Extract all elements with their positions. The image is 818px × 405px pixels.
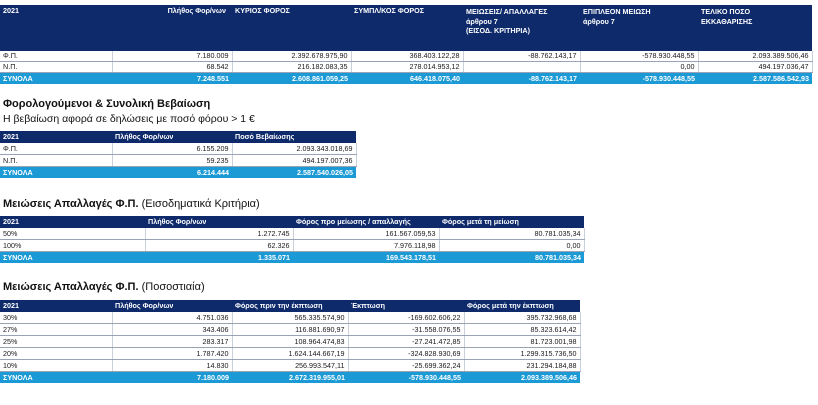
table-cell: 1.624.144.667,19: [232, 348, 348, 360]
total-cell: ΣΥΝΟΛΑ: [0, 372, 112, 384]
header-line: άρθρου 7: [466, 16, 498, 26]
table-cell: 278.014.953,12: [351, 62, 463, 73]
table-cell: 7.976.118,98: [293, 240, 439, 252]
header-line: άρθρου 7: [583, 16, 615, 26]
table-cell: 1.787.420: [112, 348, 232, 360]
income-criteria-reductions-table: [0, 216, 585, 263]
total-cell: 1.335.071: [145, 252, 293, 264]
table-cell: 2.093.343.018,69: [232, 143, 356, 155]
total-cell: ΣΥΝΟΛΑ: [0, 252, 145, 264]
total-row: [0, 167, 356, 179]
table-cell: 1.299.315.736,50: [464, 348, 580, 360]
table-cell: 20%: [0, 348, 112, 360]
column-header: Πλήθος Φορ/νων: [112, 131, 232, 143]
header-line: ΜΕΙΩΣΕΙΣ/ ΑΠΑΛΛΑΓΕΣ: [466, 7, 548, 16]
tax-summary-table: [0, 5, 813, 84]
table-row: [0, 155, 356, 167]
header-line: ΚΥΡΙΟΣ ΦΟΡΟΣ: [235, 6, 290, 15]
table-cell: 27%: [0, 324, 112, 336]
table-cell: 7.180.009: [112, 51, 232, 62]
total-cell: 2.608.861.059,25: [232, 73, 351, 85]
section-title: [3, 281, 205, 293]
column-header: [463, 5, 580, 51]
section-title-bold: Μειώσεις Απαλλαγές Φ.Π.: [3, 281, 139, 293]
total-cell: ΣΥΝΟΛΑ: [0, 167, 112, 179]
table-cell: 161.567.059,53: [293, 228, 439, 240]
column-header: Έκπτωση: [348, 300, 464, 312]
total-cell: 646.418.075,40: [351, 73, 463, 85]
table-cell: -88.762.143,17: [463, 51, 580, 62]
table-cell: 231.294.184,88: [464, 360, 580, 372]
table-cell: 6.155.209: [112, 143, 232, 155]
table-cell: 565.335.574,90: [232, 312, 348, 324]
table-cell: -27.241.472,85: [348, 336, 464, 348]
total-cell: -578.930.448,55: [580, 73, 698, 85]
total-cell: ΣΥΝΟΛΑ: [0, 73, 112, 85]
table-cell: 116.881.690,97: [232, 324, 348, 336]
table-cell: 494.197.007,36: [232, 155, 356, 167]
header-line: ΕΚΚΑΘΑΡΙΣΗΣ: [701, 16, 753, 26]
column-header: Φόρος πριν την έκπτωση: [232, 300, 348, 312]
header-line: (ΕΙΣΟΔ. ΚΡΙΤΗΡΙΑ): [466, 26, 530, 36]
table-cell: 25%: [0, 336, 112, 348]
total-cell: 7.180.009: [112, 372, 232, 384]
table-cell: 2.093.389.506,46: [698, 51, 812, 62]
table-row: [0, 336, 580, 348]
section-title: [3, 198, 260, 210]
table-header-row: [0, 131, 356, 143]
total-cell: -578.930.448,55: [348, 372, 464, 384]
table-cell: 85.323.614,42: [464, 324, 580, 336]
table-row: [0, 62, 812, 73]
table-cell: 4.751.036: [112, 312, 232, 324]
table-cell: 108.964.474,83: [232, 336, 348, 348]
table-cell: 100%: [0, 240, 145, 252]
table-row: [0, 51, 812, 62]
table-cell: -31.558.076,55: [348, 324, 464, 336]
table-cell: 80.781.035,34: [439, 228, 584, 240]
table-cell: 59.235: [112, 155, 232, 167]
column-header: Φόρος προ μείωσης / απαλλαγής: [293, 216, 439, 228]
section-title: Φορολογούμενοι & Συνολική Βεβαίωση: [3, 98, 211, 110]
column-header: 2021: [0, 131, 112, 143]
table-cell: [463, 62, 580, 73]
table-cell: 68.542: [112, 62, 232, 73]
table-row: [0, 228, 584, 240]
table-cell: 2.392.678.975,90: [232, 51, 351, 62]
column-header: Ποσό Βεβαίωσης: [232, 131, 356, 143]
table-row: [0, 348, 580, 360]
table-row: [0, 312, 580, 324]
total-row: [0, 252, 584, 264]
table-row: [0, 143, 356, 155]
total-cell: 2.672.319.955,01: [232, 372, 348, 384]
table-header-row: [0, 300, 580, 312]
total-cell: 6.214.444: [112, 167, 232, 179]
table-cell: 0,00: [439, 240, 584, 252]
table-cell: -578.930.448,55: [580, 51, 698, 62]
total-row: [0, 73, 812, 85]
section-subtitle: Η βεβαίωση αφορά σε δηλώσεις με ποσό φόρου > 1 €: [3, 113, 255, 125]
section-title-bold: Μειώσεις Απαλλαγές Φ.Π.: [3, 198, 139, 210]
table-cell: 283.317: [112, 336, 232, 348]
total-cell: 2.587.586.542,93: [698, 73, 812, 85]
table-cell: Φ.Π.: [0, 51, 112, 62]
total-cell: -88.762.143,17: [463, 73, 580, 85]
table-cell: 81.723.001,98: [464, 336, 580, 348]
column-header: [0, 5, 112, 51]
table-cell: Ν.Π.: [0, 62, 112, 73]
section-title-qualifier: (Εισοδηματικά Κριτήρια): [141, 198, 260, 210]
tax-assessment-table: [0, 131, 357, 178]
table-row: [0, 324, 580, 336]
table-header-row: [0, 5, 812, 51]
column-header: Φόρος μετά τη μείωση: [439, 216, 584, 228]
table-cell: -169.602.606,22: [348, 312, 464, 324]
table-row: [0, 240, 584, 252]
table-cell: Φ.Π.: [0, 143, 112, 155]
table-cell: 395.732.968,68: [464, 312, 580, 324]
total-cell: 169.543.178,51: [293, 252, 439, 264]
column-header: [698, 5, 812, 51]
table-header-row: [0, 216, 584, 228]
column-header: [112, 5, 232, 51]
table-cell: 30%: [0, 312, 112, 324]
table-row: [0, 360, 580, 372]
column-header: [232, 5, 351, 51]
header-line: ΣΥΜΠΛ/ΚΟΣ ΦΟΡΟΣ: [354, 6, 425, 15]
table-cell: 50%: [0, 228, 145, 240]
table-cell: 368.403.122,28: [351, 51, 463, 62]
table-cell: 216.182.083,35: [232, 62, 351, 73]
total-row: [0, 372, 580, 384]
column-header: Φόρος μετά την έκπτωση: [464, 300, 580, 312]
table-cell: 1.272.745: [145, 228, 293, 240]
total-cell: 7.248.551: [112, 73, 232, 85]
total-cell: 80.781.035,34: [439, 252, 584, 264]
header-line: ΕΠΙΠΛΕΟΝ ΜΕΙΩΣΗ: [583, 7, 651, 16]
header-line: 2021: [3, 6, 19, 15]
percentage-reductions-table: [0, 300, 581, 383]
table-cell: -25.699.362,24: [348, 360, 464, 372]
column-header: [580, 5, 698, 51]
column-header: 2021: [0, 216, 145, 228]
column-header: Πλήθος Φορ/νων: [112, 300, 232, 312]
table-cell: Ν.Π.: [0, 155, 112, 167]
table-cell: 10%: [0, 360, 112, 372]
table-cell: 62.326: [145, 240, 293, 252]
header-line: ΤΕΛΙΚΟ ΠΟΣΟ: [701, 7, 751, 16]
table-cell: 0,00: [580, 62, 698, 73]
table-cell: 256.993.547,11: [232, 360, 348, 372]
total-cell: 2.587.540.026,05: [232, 167, 356, 179]
table-cell: -324.828.930,69: [348, 348, 464, 360]
table-cell: 494.197.036,47: [698, 62, 812, 73]
column-header: Πλήθος Φορ/νων: [145, 216, 293, 228]
table-cell: 14.830: [112, 360, 232, 372]
column-header: 2021: [0, 300, 112, 312]
section-title-qualifier: (Ποσοστιαία): [141, 281, 205, 293]
table-cell: 343.406: [112, 324, 232, 336]
header-line: Πλήθος Φορ/νων: [167, 6, 226, 15]
column-header: [351, 5, 463, 51]
total-cell: 2.093.389.506,46: [464, 372, 580, 384]
